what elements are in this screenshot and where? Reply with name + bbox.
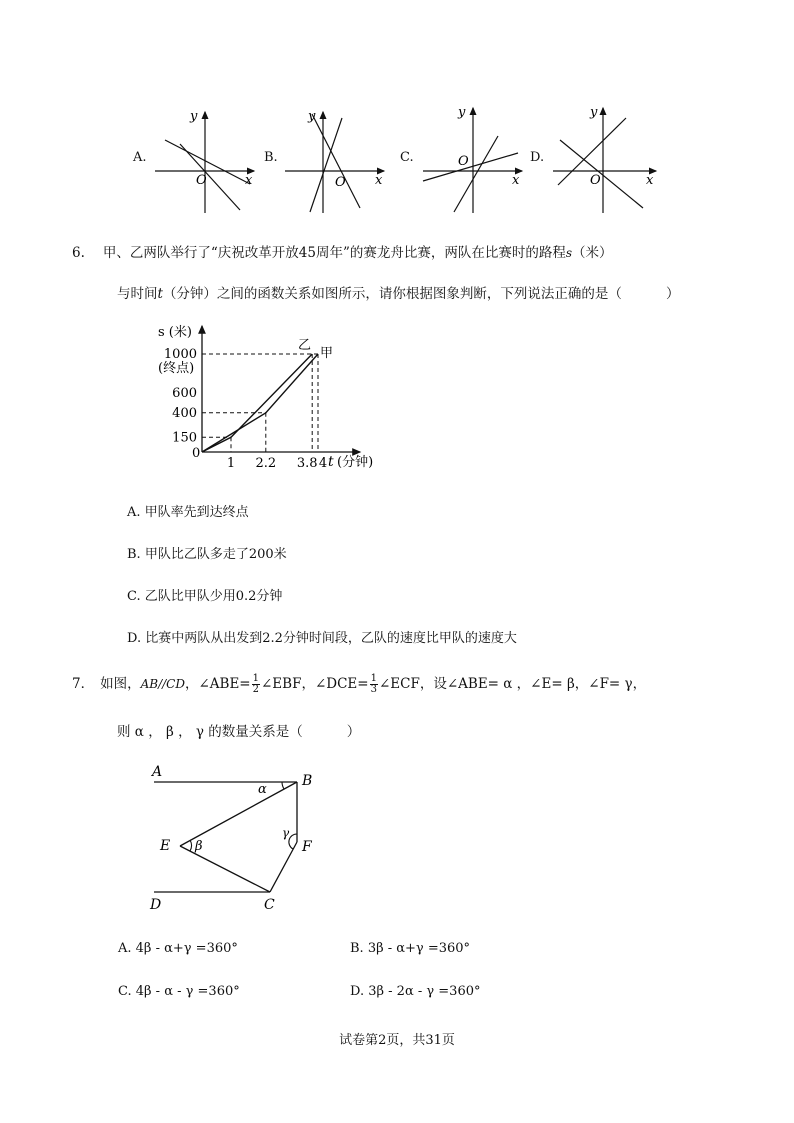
q7-option-c: C. 4β - α - γ =360° [118, 984, 240, 999]
q7-geometry-figure [140, 758, 330, 918]
point-f-label: F [302, 839, 312, 855]
finish-note: (终点) [158, 361, 195, 376]
q6-option-c: C. 乙队比甲队少用0.2分钟 [127, 589, 283, 604]
q6-stem-line-2 [117, 282, 679, 302]
q5-option-graphs [0, 0, 794, 220]
q5-graph-d [548, 100, 663, 215]
x-label: x [375, 173, 383, 188]
y-tick-label: 1000 [163, 347, 197, 362]
q6-text-b: （米） [572, 245, 613, 261]
y-tick-label: 600 [172, 386, 197, 402]
q7-text-f: ） [346, 724, 361, 740]
q7-text-c: ∠EBF，∠DCE= [261, 676, 369, 692]
y-label: y [308, 109, 316, 124]
angle-alpha-arc [282, 782, 284, 789]
y-label: y [190, 109, 198, 124]
origin-label: O [590, 173, 601, 188]
origin-label: O [458, 154, 469, 169]
x-tick-label: 4 [318, 456, 328, 471]
t-axis-unit: (分钟) [337, 455, 374, 470]
y-tick-label: 150 [172, 430, 197, 446]
origin-label: O [196, 173, 207, 188]
point-c-label: C [264, 897, 275, 913]
q5-graph-a [150, 100, 260, 215]
q6-text-a: 甲、乙两队举行了“庆祝改革开放45周年”的赛龙舟比赛，两队在比赛时的路程 [102, 245, 566, 261]
q7-option-b: B. 3β - α+γ =360° [350, 941, 471, 956]
q6-distance-time-graph [150, 318, 395, 478]
y-label: y [590, 105, 598, 120]
q6-var-t: t [157, 286, 163, 302]
x-tick-label: 2.2 [255, 456, 277, 471]
s-axis-label: s (米) [158, 325, 192, 340]
x-tick-label: 1 [226, 456, 236, 471]
segment-be [180, 782, 297, 846]
point-d-label: D [150, 897, 162, 913]
q5-graph-b [280, 100, 390, 215]
q6-text-c: 与时间 [117, 286, 158, 302]
alpha-label: α [258, 782, 267, 797]
point-e-label: E [160, 838, 171, 854]
segment-ec [180, 846, 270, 892]
point-b-label: B [302, 773, 313, 789]
x-label: x [646, 173, 654, 188]
series-jia-label: 甲 [320, 346, 334, 361]
q5-option-d-label: D. [530, 150, 545, 165]
guide-lines [202, 354, 318, 452]
q7-fraction-half: $\frac{1}{2}$ [252, 673, 259, 695]
series-yi-label: 乙 [298, 338, 312, 353]
y-tick-label: 400 [172, 405, 197, 421]
line-2 [310, 118, 342, 212]
q7-stem-line-1 [72, 672, 646, 695]
t-axis-var: t [328, 454, 334, 470]
q7-option-d: D. 3β - 2α - γ =360° [350, 984, 481, 999]
q6-option-b: B. 甲队比乙队多走了200米 [127, 547, 287, 562]
q6-stem-line-1 [72, 241, 613, 261]
q7-fraction-third: $\frac{1}{3}$ [370, 673, 377, 695]
line-2 [560, 140, 643, 208]
angle-beta-arc [190, 840, 191, 851]
angle-gamma-arc [289, 834, 297, 849]
beta-label: β [195, 839, 203, 854]
x-label: x [245, 173, 253, 188]
gamma-label: γ [282, 826, 290, 840]
q6-var-s: s [565, 246, 573, 260]
q5-graph-c [418, 100, 528, 215]
q7-text-d: ∠ECF，设∠ABE= α ，∠E= β，∠F= γ， [378, 676, 647, 692]
y-label: y [458, 105, 466, 120]
q6-number: 6. [72, 245, 85, 261]
line-1 [165, 140, 250, 184]
q7-stem-line-2 [117, 720, 360, 740]
line-2 [454, 136, 498, 212]
q7-text-e: 则 α ， β ， γ 的数量关系是（ [117, 724, 303, 740]
x-tick-label: 3.8 [296, 456, 318, 471]
line-2 [180, 144, 240, 210]
q5-option-c-label: C. [400, 150, 414, 165]
q7-parallel: AB//CD [140, 677, 185, 691]
x-label: x [512, 173, 520, 188]
segment-fc [270, 842, 297, 892]
q7-text-a: 如图， [100, 676, 141, 692]
page-footer: 试卷第2页，共31页 [339, 1033, 455, 1048]
q7-option-a: A. 4β - α+γ =360° [118, 941, 238, 956]
q5-option-a-label: A. [133, 150, 147, 165]
q6-option-a: A. 甲队率先到达终点 [127, 505, 249, 520]
origin-label: O [335, 175, 346, 190]
q6-text-e: ） [665, 286, 680, 302]
q7-number: 7． [72, 676, 95, 692]
q7-text-b: ，∠ABE= [184, 676, 251, 692]
point-a-label: A [152, 764, 163, 780]
q5-option-b-label: B. [264, 150, 278, 165]
q6-option-d: D. 比赛中两队从出发到2.2分钟时间段，乙队的速度比甲队的速度大 [127, 631, 517, 646]
origin-zero: 0 [192, 446, 201, 461]
line-1 [423, 153, 518, 181]
line-1 [312, 114, 360, 208]
q6-text-d: （分钟）之间的函数关系如图所示，请你根据图象判断，下列说法正确的是（ [162, 286, 622, 302]
